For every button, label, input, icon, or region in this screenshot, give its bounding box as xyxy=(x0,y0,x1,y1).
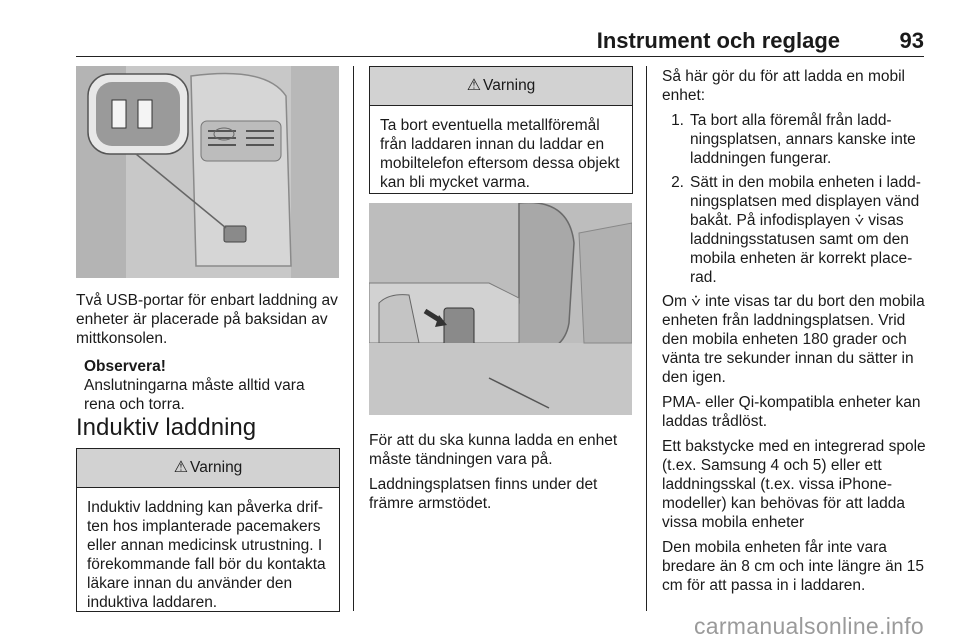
list-item xyxy=(662,173,927,287)
steps-list xyxy=(662,111,927,287)
warning-text: Induktiv laddning kan påverka drif-ten hos implanterade pacemakers eller annan medicinsk utrustning. I förekommande fall bör du kontakta läkare innan du använder den induktiva laddaren. xyxy=(87,499,326,611)
location-paragraph: Laddningsplatsen finns under det främre armstödet. xyxy=(369,476,598,512)
compatibility-paragraph: PMA- eller Qi-kompatibla enheter kan laddas trådlöst. xyxy=(662,394,921,430)
charging-location-illustration xyxy=(369,203,632,415)
column-separator xyxy=(353,66,354,611)
warning-title: Varning xyxy=(483,77,536,94)
ignition-paragraph: För att du ska kunna ladda en enhet måste tändningen vara på. xyxy=(369,432,618,468)
steps-intro: Så här gör du för att ladda en mobil enhet: xyxy=(662,68,905,104)
section-heading: Induktiv laddning xyxy=(76,414,257,441)
step-number: 1. xyxy=(671,112,684,129)
page-number: 93 xyxy=(899,28,924,53)
warning-title: Varning xyxy=(190,459,243,476)
column-separator xyxy=(646,66,647,611)
accessory-paragraph: Ett bakstycke med en integrerad spole (t.ex. Samsung 4 och 5) eller ett laddningsskal (t.ex. vissa iPhone-modeller) kan behövas för att ladda vissa mobila enheter xyxy=(662,438,926,531)
warning-text: Ta bort eventuella metallföremål från laddaren innan du laddar en mobiltelefon eftersom dessa objekt kan bli mycket varma. xyxy=(380,117,620,191)
retry-paragraph: Om ⩒ inte visas tar du bort den mobila enheten från laddningsplatsen. Vrid den mobila enheten 180 grader och vänta tre sekunder innan du sätter in den igen. xyxy=(662,293,925,386)
running-header-title: Instrument och reglage xyxy=(596,28,840,53)
warning-box-pacemaker xyxy=(76,448,340,612)
warning-box-metal xyxy=(369,66,633,194)
warning-header xyxy=(77,449,339,488)
rear-usb-ports-illustration xyxy=(76,66,339,278)
note-title: Observera! xyxy=(84,358,166,375)
warning-header xyxy=(370,67,632,106)
step-text: Ta bort alla föremål från ladd-ningsplatsen, annars kanske inte laddningen fungerar. xyxy=(690,112,916,167)
step-text: Sätt in den mobila enheten i ladd-ningsplatsen med displayen vänd bakåt. På infodisplayen ⩒ visas laddningsstatusen samt om den mobila enheten är korrekt place-rad. xyxy=(690,174,921,286)
watermark: carmanualsonline.info xyxy=(693,613,924,639)
list-item xyxy=(662,111,927,168)
header-rule xyxy=(76,56,924,57)
warning-icon: ⚠ xyxy=(466,77,482,94)
size-paragraph: Den mobila enheten får inte vara bredare än 8 cm och inte längre än 15 cm för att passa in i laddaren. xyxy=(662,539,924,594)
warning-icon: ⚠ xyxy=(173,459,189,476)
note-text: Anslutningarna måste alltid vara rena och torra. xyxy=(84,377,305,413)
usb-caption: Två USB-portar för enbart laddning av enheter är placerade på baksidan av mittkonsolen. xyxy=(76,292,338,347)
step-number: 2. xyxy=(671,174,684,191)
